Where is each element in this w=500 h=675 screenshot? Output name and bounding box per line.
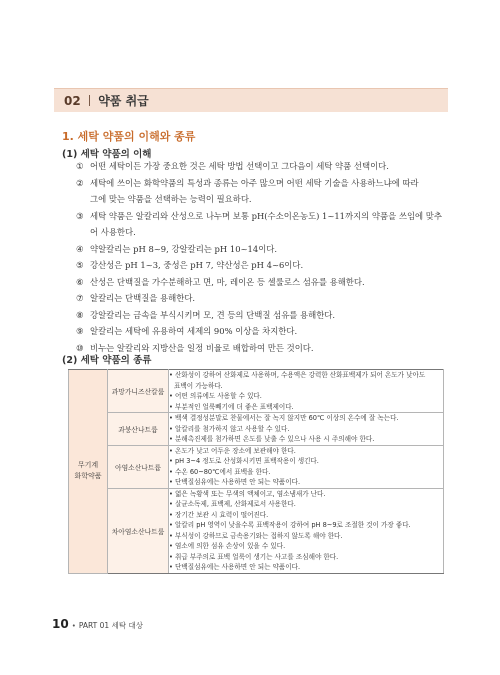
chapter-banner [54, 88, 448, 112]
list-item-text [90, 274, 444, 291]
chapter-divider [89, 95, 91, 106]
page-number: 10 [52, 617, 69, 631]
sub-heading-types: (2) 세탁 약품의 종류 [62, 355, 152, 366]
list-item-text [90, 307, 444, 324]
list-item [76, 175, 444, 208]
category-cell [69, 370, 108, 574]
list-item-line: 강알칼리는 금속을 부식시키며 모, 견 등의 단백질 섬유를 용해한다. [90, 309, 336, 320]
list-item [76, 257, 444, 274]
list-item-number: ② [76, 177, 84, 188]
chemical-name: 과붕산나트륨 [108, 413, 169, 446]
list-item-number: ④ [76, 243, 84, 254]
description-line: • 엷은 녹황색 또는 무색의 액체이고, 염소냄새가 난다. [169, 489, 326, 498]
category-label: 무기계 [77, 461, 99, 470]
chemical-description [169, 413, 444, 446]
chemical-name: 과망가니즈산칼륨 [108, 370, 169, 413]
list-item-line: 약알칼리는 pH 8~9, 강알칼리는 pH 10~14이다. [90, 243, 278, 254]
numbered-list [76, 158, 444, 356]
table-row [69, 370, 444, 413]
description-line: • 어떤 의류에도 사용할 수 있다. [169, 392, 262, 400]
list-item-line: 강산성은 pH 1~3, 중성은 pH 7, 약산성은 pH 4~6이다. [90, 260, 304, 270]
list-item-text [90, 158, 444, 175]
chapter-title: 약품 취급 [98, 94, 149, 108]
list-item-line: 비누는 알칼리와 지방산을 일정 비율로 배합하여 만든 것이다. [90, 342, 314, 353]
list-item-text [90, 257, 444, 274]
description-line: • 산화성이 강하여 산화제로 사용하며, 수용액은 강력한 산화표백제가 되어 온도가 낮아도 [169, 371, 426, 379]
chemical-table [68, 369, 444, 574]
chapter-number: 02 [64, 93, 81, 108]
list-item [76, 241, 444, 258]
description-line: • 부식성이 강하므로 금속용기와는 접하지 않도록 해야 한다. [169, 531, 343, 540]
chemical-name: 아염소산나트륨 [108, 445, 169, 488]
list-item-line: 그에 맞는 약품을 선택하는 능력이 필요하다. [90, 194, 252, 204]
description-line: • 단백질섬유에는 사용하면 안 되는 약품이다. [169, 563, 301, 571]
chemical-description [169, 370, 444, 413]
list-item-line: 세탁에 쓰이는 화학약품의 특성과 종류는 아주 많으며 어떤 세탁 기술을 사용하느냐에 따라 [90, 177, 419, 188]
description-line: • 장기간 보관 시 효력이 떨어진다. [169, 510, 269, 519]
description-line: • pH 3~4 정도로 산성화시키면 표백작용이 생긴다. [169, 457, 319, 465]
sub-heading-understanding: (1) 세탁 약품의 이해 [62, 149, 152, 160]
category-label: 화학약품 [74, 472, 102, 481]
description-line: • 분해촉진제를 첨가하면 온도를 낮출 수 있으나 사용 시 주의해야 한다. [169, 435, 375, 443]
table-row [69, 488, 444, 573]
description-line: • 알칼리 pH 영역이 낮을수록 표백작용이 강하여 pH 8~9로 조절한 것이 가장 좋다. [169, 521, 411, 529]
page-footer [52, 617, 143, 631]
list-item-text [90, 290, 444, 307]
description-line: 표백이 가능하다. [174, 381, 223, 390]
description-line: • 염소에 의한 섬유 손상이 있을 수 있다. [169, 542, 286, 550]
list-item-line: 알칼리는 단백질을 용해한다. [90, 293, 196, 303]
list-item-number: ⑦ [76, 293, 84, 303]
list-item-line: 세탁 약품은 알칼리와 산성으로 나누며 보통 pH(수소이온농도) 1~11까지의 약품을 쓰임에 맞추 [90, 210, 442, 221]
list-item [76, 290, 444, 307]
list-item-number: ⑩ [76, 342, 84, 353]
list-item-text [90, 241, 444, 258]
list-item [76, 208, 444, 241]
chemical-description [169, 488, 444, 573]
chemical-description [169, 445, 444, 488]
list-item [76, 323, 444, 340]
table-row [69, 413, 444, 446]
list-item-number: ③ [76, 210, 84, 221]
chemical-name: 차아염소산나트륨 [108, 488, 169, 573]
list-item-line: 산성은 단백질을 가수분해하고 면, 마, 레이온 등 셀룰로스 섬유를 용해한다. [90, 276, 365, 287]
list-item-line: 어 사용한다. [90, 227, 136, 237]
footer-bullet: • [71, 622, 76, 630]
section-heading: 1. 세탁 약품의 이해와 종류 [62, 130, 196, 143]
list-item-text [90, 323, 444, 340]
description-line: • 단백질섬유에는 사용하면 안 되는 약품이다. [169, 478, 301, 486]
list-item [76, 158, 444, 175]
description-line: • 알칼리를 첨가하지 않고 사용할 수 있다. [169, 424, 290, 433]
description-line: • 수온 60~80℃에서 표백을 한다. [169, 467, 271, 476]
list-item-line: 알칼리는 세탁에 유용하여 세제의 90% 이상을 차지한다. [90, 326, 298, 336]
list-item-number: ⑨ [76, 326, 84, 336]
list-item-line: 어떤 세탁이든 가장 중요한 것은 세탁 방법 선택이고 그다음이 세탁 약품 선택이다. [90, 161, 389, 171]
table-row [69, 445, 444, 488]
list-item-text [90, 208, 444, 241]
description-line: • 백색 결정성분말로 찬물에서는 잘 녹지 않지만 60℃ 이상의 온수에 잘 녹는다. [169, 414, 399, 422]
list-item [76, 307, 444, 324]
part-label: PART 01 세탁 대상 [78, 621, 143, 630]
description-line: • 취급 부주의로 표백 얼룩이 생기는 사고를 조심해야 한다. [169, 552, 339, 561]
description-line: • 온도가 낮고 어두운 장소에 보관해야 한다. [169, 446, 296, 455]
list-item-number: ① [76, 161, 84, 171]
list-item-number: ⑧ [76, 309, 84, 320]
list-item-text [90, 175, 444, 208]
list-item-number: ⑤ [76, 260, 84, 270]
description-line: • 살균소독제, 표백제, 산화제로서 사용한다. [169, 500, 296, 508]
description-line: • 부분적인 얼룩빼기에 더 좋은 표백제이다. [169, 402, 294, 411]
list-item [76, 274, 444, 291]
list-item-number: ⑥ [76, 276, 84, 287]
